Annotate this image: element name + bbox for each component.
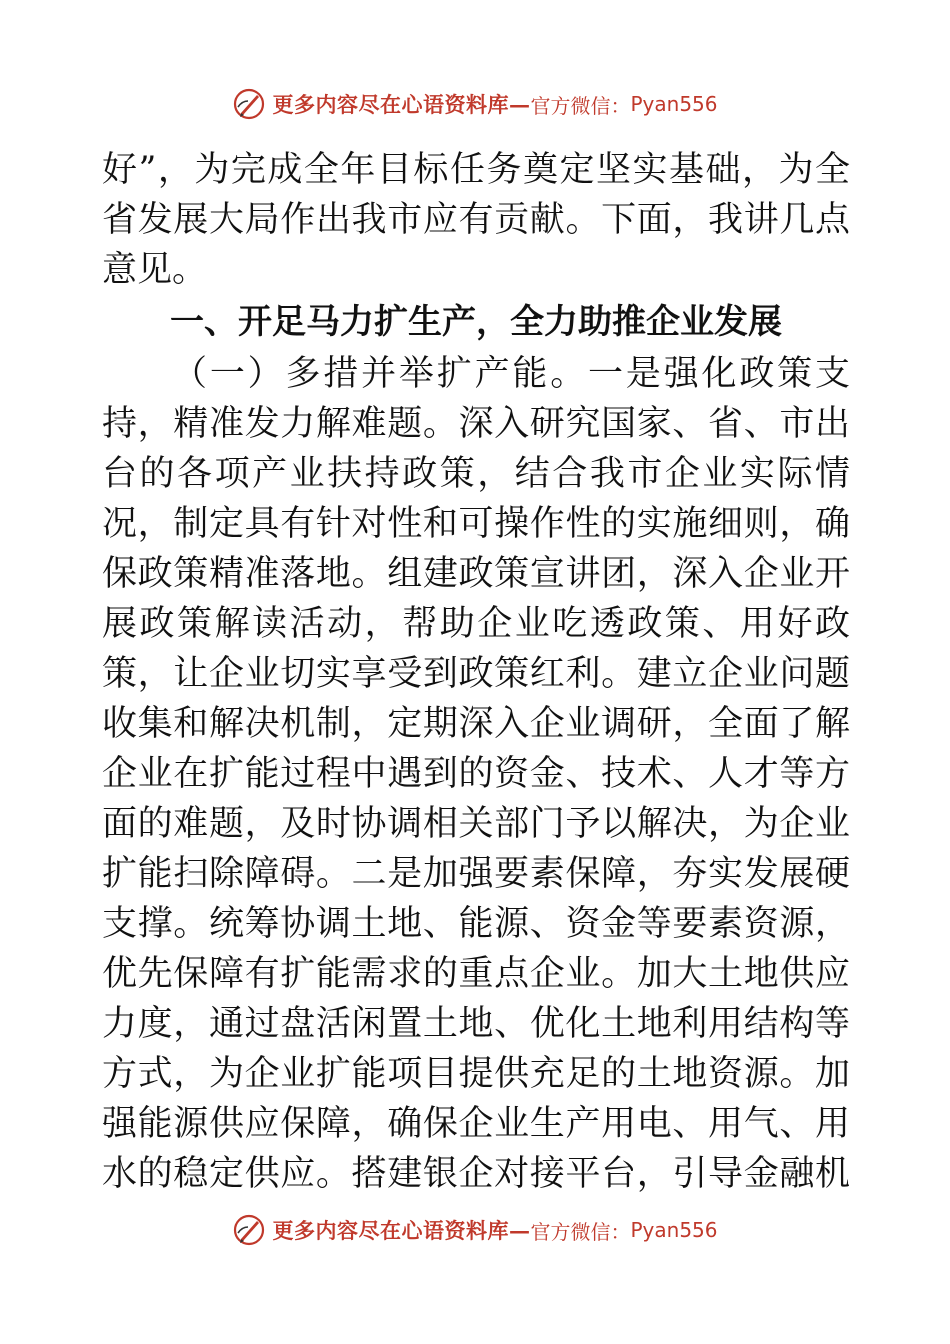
text-line: 收集和解决机制，定期深入企业调研，全面了解 <box>102 704 850 744</box>
watermark-wechat-id: Pyan556 <box>630 92 718 116</box>
text-line: 优先保障有扩能需求的重点企业。加大土地供应 <box>102 954 850 994</box>
text-line: 强能源供应保障，确保企业生产用电、用气、用 <box>102 1104 850 1144</box>
text-line: 面的难题，及时协调相关部门予以解决，为企业 <box>102 804 850 844</box>
text-line: 好”，为完成全年目标任务奠定坚实基础，为全 <box>102 150 850 190</box>
text-line: 扩能扫除障碍。二是加强要素保障，夯实发展硬 <box>102 854 850 894</box>
pen-logo-icon <box>232 87 266 121</box>
watermark-wechat-label: 官方微信： <box>530 1219 631 1244</box>
watermark-text: 更多内容尽在心语资料库— <box>272 92 531 117</box>
watermark-wechat-label: 官方微信： <box>530 93 631 118</box>
text-line: 况，制定具有针对性和可操作性的实施细则，确 <box>102 504 850 544</box>
text-line: 水的稳定供应。搭建银企对接平台，引导金融机 <box>102 1154 850 1194</box>
pen-logo-icon <box>232 1213 266 1247</box>
watermark-text: 更多内容尽在心语资料库— <box>272 1218 531 1243</box>
section-heading: 一、开足马力扩生产，全力助推企业发展 <box>170 302 782 342</box>
text-line: 策，让企业切实享受到政策红利。建立企业问题 <box>102 654 850 694</box>
text-line: 力度，通过盘活闲置土地、优化土地利用结构等 <box>102 1004 850 1044</box>
text-line: 展政策解读活动，帮助企业吃透政策、用好政 <box>102 604 850 644</box>
text-line: 省发展大局作出我市应有贡献。下面，我讲几点 <box>102 200 850 240</box>
header-watermark-banner <box>0 84 950 124</box>
text-line: 企业在扩能过程中遇到的资金、技术、人才等方 <box>102 754 850 794</box>
text-line: 台的各项产业扶持政策，结合我市企业实际情 <box>102 454 850 494</box>
footer-watermark-banner <box>0 1210 950 1250</box>
text-line: （一）多措并举扩产能。一是强化政策支 <box>172 354 850 394</box>
document-body <box>102 145 850 1199</box>
text-line: 持，精准发力解难题。深入研究国家、省、市出 <box>102 404 850 444</box>
text-line: 方式，为企业扩能项目提供充足的土地资源。加 <box>102 1054 850 1094</box>
text-line: 意见。 <box>102 250 208 290</box>
text-line: 保政策精准落地。组建政策宣讲团，深入企业开 <box>102 554 850 594</box>
watermark-wechat-id: Pyan556 <box>630 1218 718 1242</box>
text-line: 支撑。统筹协调土地、能源、资金等要素资源， <box>102 904 850 944</box>
